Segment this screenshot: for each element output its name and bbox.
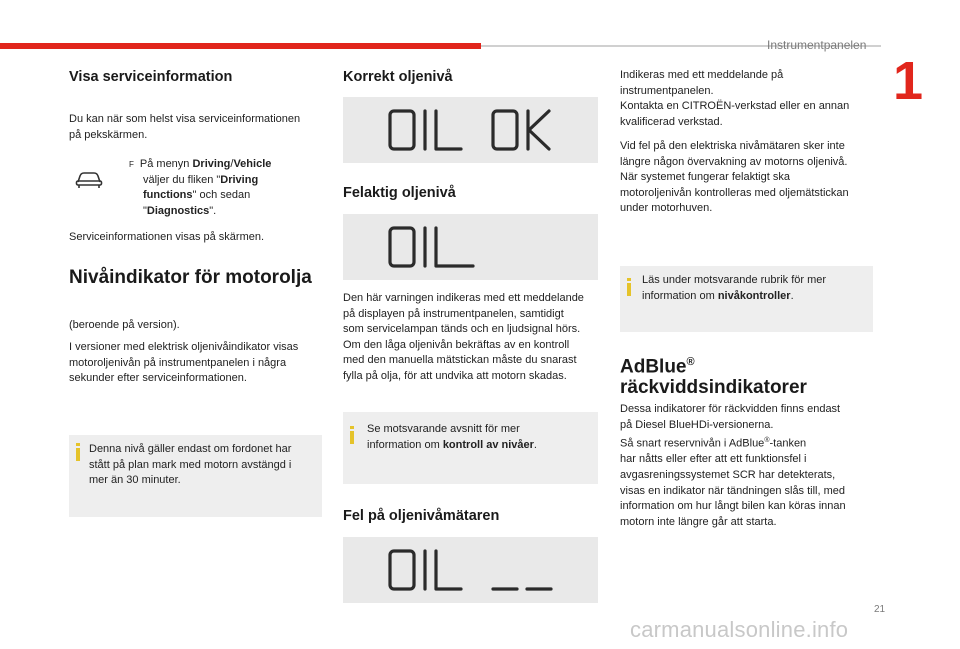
- oil-level-indicator-heading: Nivåindikator för motorolja: [69, 267, 312, 288]
- gauge-fault-description: [620, 139, 882, 217]
- step-text-2: väljer du fliken ": [143, 173, 221, 186]
- info-note-level-controls: [620, 266, 873, 332]
- step-text-1: På menyn: [139, 158, 193, 170]
- menu-driving: Driving: [192, 158, 231, 170]
- header-red-bar: [0, 43, 481, 49]
- chapter-number: 1: [893, 51, 924, 111]
- oil-level-text: [69, 340, 331, 387]
- wrong-text-line-1: Den här varningen indikeras med ett meddelande: [343, 292, 584, 304]
- oil-warning-display: [343, 214, 598, 280]
- page-number: 21: [874, 604, 886, 615]
- watermark: carmanualsonline.info: [630, 617, 849, 642]
- wrong-text-line-4: Om den låga oljenivån bekräftas av en kontroll: [343, 338, 570, 351]
- wrong-text-line-5: med den manuella mätstickan måste du snarast: [343, 354, 577, 367]
- car-icon: [74, 168, 104, 195]
- oil-text-line-2: motoroljenivån på instrumentpanelen i några: [69, 356, 287, 369]
- tab-diagnostics: Diagnostics: [146, 204, 210, 217]
- tab-driving: Driving: [220, 173, 259, 186]
- note-line-2a: information om: [367, 438, 443, 451]
- oil-text-line-1: I versioner med elektrisk oljenivåindikator visas: [69, 341, 299, 353]
- adblue-subtitle: räckviddsindikatorer: [620, 377, 807, 399]
- gauge-text-line-2: längre någon övervakning av motorns oljenivå.: [620, 155, 848, 168]
- adblue-description: [620, 402, 882, 530]
- menu-vehicle: Vehicle: [233, 158, 272, 170]
- wrong-text-line-3: som servicelampan tänds och en ljudsignal hörs.: [343, 323, 581, 336]
- adblue-text-line-7: information om hur långt bilen kan köras innan: [620, 500, 846, 513]
- adblue-text-line-3c: -tanken: [769, 437, 807, 450]
- bullet-symbol: F: [129, 160, 134, 169]
- fault-text-line-1: Indikeras med ett meddelande på: [620, 69, 784, 81]
- info-note-level-check: [343, 412, 598, 484]
- adblue-text-line-8: motorn inte längre går att starta.: [620, 515, 777, 528]
- note-line-1: Denna nivå gäller endast om fordonet har: [89, 443, 292, 455]
- wrong-oil-heading: Felaktig oljenivå: [343, 185, 456, 201]
- info-note-flat-ground: [69, 435, 322, 517]
- adblue-text-line-2: på Diesel BlueHDi-versionerna.: [620, 418, 774, 431]
- service-intro: [69, 112, 329, 143]
- oil-ok-display: [343, 97, 598, 163]
- service-shown-text: Serviceinformationen visas på skärmen.: [69, 231, 265, 243]
- note-line-3: mer än 30 minuter.: [89, 474, 181, 487]
- correct-oil-heading: Korrekt oljenivå: [343, 69, 453, 85]
- wrong-text-line-2: på displayen på instrumentpanelen, samtidigt: [343, 307, 564, 320]
- adblue-title: AdBlue: [620, 356, 687, 378]
- service-info-heading: Visa serviceinformation: [69, 69, 233, 85]
- service-steps: [129, 157, 319, 219]
- tab-functions: functions: [143, 189, 193, 202]
- gauge-text-line-4: motoroljenivån kontrolleras med oljemätstickan: [620, 186, 849, 199]
- adblue-text-line-4: har nåtts eller efter att ett funktionsfel i: [620, 453, 807, 466]
- header-section-title: Instrumentpanelen: [767, 38, 867, 52]
- wrong-text-line-6: fylla på olja, för att undvika att motorn skadas.: [343, 369, 567, 382]
- adblue-text-reg: ®: [764, 437, 770, 445]
- step-slash: /: [230, 158, 234, 170]
- note-line-2: stått på plan mark med motorn avstängd i: [89, 458, 292, 471]
- adblue-text-line-3a: Så snart reservnivån i AdBlue: [620, 437, 765, 450]
- note-link-level-controls: nivåkontroller: [717, 289, 791, 302]
- registered-mark: ®: [686, 356, 695, 368]
- adblue-text-line-6: visas en indikator när tändningen slås till, med: [620, 484, 846, 497]
- fault-text-line-2: instrumentpanelen.: [620, 84, 714, 97]
- step-text-3: " och sedan: [192, 189, 251, 202]
- gauge-text-line-1: Vid fel på den elektriska nivåmätaren sker inte: [620, 140, 845, 152]
- fault-text-line-4: kvalificerad verkstad.: [620, 115, 723, 128]
- note-link-level-check: kontroll av nivåer: [442, 438, 534, 451]
- adblue-text-line-1: Dessa indikatorer för räckvidden finns endast: [620, 403, 841, 415]
- wrong-oil-text: [343, 291, 605, 385]
- service-intro-line-2: på pekskärmen.: [69, 128, 148, 141]
- service-intro-line-1: Du kan när som helst visa serviceinformationen: [69, 113, 301, 125]
- fault-text-line-3: Kontakta en CITROËN-verkstad eller en annan: [620, 100, 850, 113]
- oil-gauge-fault-heading: Fel på oljenivåmätaren: [343, 508, 500, 524]
- step-text-5: ".: [209, 204, 217, 217]
- fault-description: [620, 68, 882, 130]
- oil-text-line-3: sekunder efter serviceinformationen.: [69, 372, 247, 385]
- note-line-2c: .: [790, 289, 794, 302]
- gauge-text-line-5: under motorhuven.: [620, 202, 713, 215]
- adblue-heading: [620, 356, 807, 399]
- version-note: (beroende på version).: [69, 319, 180, 331]
- step-text-4: ": [143, 204, 147, 217]
- note-line-1: Se motsvarande avsnitt för mer: [367, 423, 520, 435]
- note-line-2a: information om: [642, 289, 718, 302]
- note-line-2c: .: [533, 438, 537, 451]
- adblue-text-line-5: avgasreningssystemet SCR har detekterats,: [620, 469, 836, 482]
- note-line-1: Läs under motsvarande rubrik för mer: [642, 274, 827, 286]
- oil-fault-display: [343, 537, 598, 603]
- gauge-text-line-3: När systemet fungerar felaktigt ska: [620, 171, 790, 184]
